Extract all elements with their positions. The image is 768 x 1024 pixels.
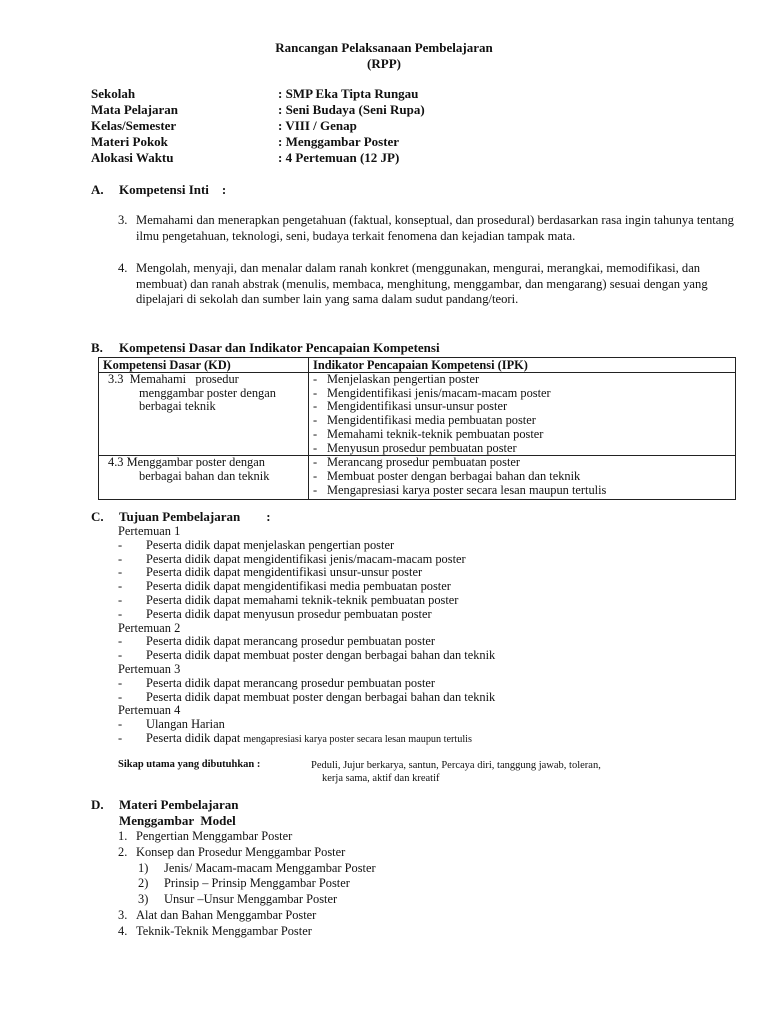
kd-cell <box>99 373 309 456</box>
dash-bullet: - <box>313 399 318 414</box>
kd-ipk-header-row <box>99 358 736 373</box>
list-item <box>118 594 495 608</box>
dash-bullet: - <box>118 537 123 552</box>
identity-value-materi: : Menggambar Poster <box>278 134 400 149</box>
list-item <box>313 442 731 456</box>
meeting-label: Pertemuan 2 <box>118 620 181 635</box>
materi-text: Pengertian Menggambar Poster <box>136 829 293 843</box>
tujuan-text: Peserta didik dapat <box>146 730 241 745</box>
kd-first-line: 3.3 Memahami prosedur <box>108 372 239 386</box>
identity-label-kelas: Kelas/Semester <box>91 118 177 133</box>
list-item <box>118 718 495 732</box>
list-item <box>118 892 376 908</box>
kd-line: menggambar poster dengan <box>139 385 276 400</box>
dash-bullet: - <box>118 717 123 732</box>
list-item <box>118 876 376 892</box>
dash-bullet: - <box>313 385 318 400</box>
tujuan-text: Peserta didik dapat membuat poster dengan berbagai bahan dan teknik <box>146 648 496 663</box>
document-title: Rancangan Pelaksanaan Pembelajaran <box>275 40 493 55</box>
tujuan-text: Peserta didik dapat menjelaskan pengertian poster <box>146 537 395 552</box>
dash-bullet: - <box>313 440 318 455</box>
list-item <box>313 387 731 401</box>
meeting-label: Pertemuan 3 <box>118 661 181 676</box>
materi-number: 4. <box>118 923 128 938</box>
ipk-text: Menjelaskan pengertian poster <box>327 372 480 386</box>
list-item <box>118 732 495 747</box>
tujuan-text: Peserta didik dapat mengidentifikasi unsur-unsur poster <box>146 565 423 580</box>
identity-value-mapel: : Seni Budaya (Seni Rupa) <box>278 102 425 117</box>
ipk-text: Mengidentifikasi media pembuatan poster <box>327 413 536 428</box>
dash-bullet: - <box>313 426 318 441</box>
kd-column-header: Kompetensi Dasar (KD) <box>99 358 309 373</box>
dash-bullet: - <box>118 551 123 566</box>
section-c-heading <box>91 509 271 525</box>
list-item <box>118 539 495 553</box>
meeting-label: Pertemuan 1 <box>118 524 181 538</box>
ipk-cell <box>309 373 736 456</box>
list-item <box>118 635 495 649</box>
ipk-text: Membuat poster dengan berbagai bahan dan teknik <box>327 468 581 483</box>
tujuan-text: Peserta didik dapat membuat poster dengan berbagai bahan dan teknik <box>146 689 496 704</box>
tujuan-text-small: mengapresiasi karya poster secara lesan maupun tertulis <box>243 733 472 745</box>
dash-bullet: - <box>313 413 318 428</box>
ipk-text: Menyusun prosedur pembuatan poster <box>327 440 517 455</box>
dash-bullet: - <box>118 592 123 607</box>
section-c-letter: C. <box>91 509 104 524</box>
materi-list <box>118 829 376 940</box>
section-d-subheading: Menggambar Model <box>119 813 236 828</box>
ipk-text: Mengapresiasi karya poster secara lesan maupun tertulis <box>327 482 607 497</box>
list-item <box>313 414 731 428</box>
materi-subnumber: 2) <box>138 876 149 891</box>
list-item <box>118 649 495 663</box>
tujuan-text: Peserta didik dapat merancang prosedur pembuatan poster <box>146 634 436 649</box>
list-item <box>118 691 495 705</box>
ipk-cell <box>309 456 736 500</box>
table-row <box>99 456 736 500</box>
dash-bullet: - <box>118 648 123 663</box>
list-item <box>118 608 495 622</box>
materi-text: Konsep dan Prosedur Menggambar Poster <box>136 844 346 859</box>
section-c-title: Tujuan Pembelajaran : <box>119 509 271 524</box>
list-item <box>118 829 376 845</box>
materi-subnumber: 3) <box>138 892 149 907</box>
identity-label-sekolah: Sekolah <box>91 86 136 101</box>
dash-bullet: - <box>118 606 123 621</box>
materi-subnumber: 1) <box>138 860 149 875</box>
list-item <box>313 484 731 498</box>
sikap-values <box>311 759 601 785</box>
materi-number: 3. <box>118 907 128 922</box>
list-item <box>313 470 731 484</box>
ki-item-4-text: Mengolah, menyaji, dan menalar dalam ranah konkret (menggunakan, mengurai, merangkai, memodifikasi, dan membuat) dan ranah abstrak (menulis, membaca, menghitung, menggambar, dan mengarang) sesuai dengan yang dipelajari di sekolah dan sumber lain yang sama dalam sudut pandang/teori. <box>136 261 708 306</box>
document-subtitle: (RPP) <box>367 56 401 71</box>
list-item <box>313 400 731 414</box>
dash-bullet: - <box>313 372 318 386</box>
tujuan-text: Ulangan Harian <box>146 717 225 732</box>
dash-bullet: - <box>313 482 318 497</box>
section-b-letter: B. <box>91 340 103 355</box>
list-item <box>313 428 731 442</box>
dash-bullet: - <box>118 634 123 649</box>
tujuan-text: Peserta didik dapat memahami teknik-teknik pembuatan poster <box>146 592 459 607</box>
section-a-title: Kompetensi Inti : <box>119 182 227 197</box>
identity-label-alokasi: Alokasi Waktu <box>91 150 174 165</box>
ipk-text: Merancang prosedur pembuatan poster <box>327 455 521 470</box>
dash-bullet: - <box>118 579 123 594</box>
ki-item-3-number: 3. <box>118 213 128 227</box>
section-d-title: Materi Pembelajaran <box>119 797 239 812</box>
list-item <box>118 677 495 691</box>
identity-value-kelas: : VIII / Genap <box>278 118 357 133</box>
tujuan-text: Peserta didik dapat mengidentifikasi media pembuatan poster <box>146 579 451 594</box>
ki-item-4-number: 4. <box>118 261 128 275</box>
tujuan-text: Peserta didik dapat merancang prosedur pembuatan poster <box>146 675 436 690</box>
section-a-letter: A. <box>91 182 104 197</box>
section-b-title: Kompetensi Dasar dan Indikator Pencapaian Kompetensi <box>119 340 440 355</box>
meeting-label: Pertemuan 4 <box>118 703 181 718</box>
list-item <box>118 908 376 924</box>
section-b-heading <box>91 340 440 356</box>
list-item <box>118 861 376 877</box>
materi-text: Jenis/ Macam-macam Menggambar Poster <box>164 860 376 875</box>
list-item <box>118 580 495 594</box>
dash-bullet: - <box>118 730 123 745</box>
dash-bullet: - <box>313 455 318 470</box>
list-item <box>313 456 731 470</box>
table-row <box>99 373 736 456</box>
materi-text: Unsur –Unsur Menggambar Poster <box>164 892 338 907</box>
identity-label-materi: Materi Pokok <box>91 134 168 149</box>
materi-text: Alat dan Bahan Menggambar Poster <box>136 907 317 922</box>
tujuan-text: Peserta didik dapat mengidentifikasi jenis/macam-macam poster <box>146 551 466 566</box>
kd-ipk-table <box>98 357 736 500</box>
ipk-text: Memahami teknik-teknik pembuatan poster <box>327 426 544 441</box>
kd-cell <box>99 456 309 500</box>
identity-value-alokasi: : 4 Pertemuan (12 JP) <box>278 150 400 165</box>
sikap-label: Sikap utama yang dibutuhkan : <box>118 759 261 770</box>
dash-bullet: - <box>118 675 123 690</box>
dash-bullet: - <box>118 565 123 580</box>
ipk-text: Mengidentifikasi unsur-unsur poster <box>327 399 508 414</box>
list-item <box>118 566 495 580</box>
ki-item-3-text: Memahami dan menerapkan pengetahuan (faktual, konseptual, dan prosedural) berdasarkan rasa ingin tahunya tentang ilmu pengetahuan, teknologi, seni, budaya terkait fenomena dan kejadian tampak mata. <box>136 213 734 243</box>
sikap-line: Peduli, Jujur berkarya, santun, Percaya diri, tanggung jawab, toleran, <box>311 760 601 771</box>
list-item <box>118 553 495 567</box>
dash-bullet: - <box>118 689 123 704</box>
section-d-heading <box>91 797 238 813</box>
kd-line: berbagai teknik <box>139 399 216 414</box>
kd-line: berbagai bahan dan teknik <box>139 468 270 483</box>
tujuan-text: Peserta didik dapat menyusun prosedur pembuatan poster <box>146 606 432 621</box>
ipk-column-header: Indikator Pencapaian Kompetensi (IPK) <box>309 358 736 373</box>
identity-label-mapel: Mata Pelajaran <box>91 102 179 117</box>
materi-text: Teknik-Teknik Menggambar Poster <box>136 923 312 938</box>
tujuan-list <box>118 525 495 747</box>
kd-first-line: 4.3 Menggambar poster dengan <box>108 455 265 470</box>
list-item <box>118 845 376 861</box>
materi-text: Prinsip – Prinsip Menggambar Poster <box>164 876 350 891</box>
section-d-letter: D. <box>91 797 104 812</box>
ipk-text: Mengidentifikasi jenis/macam-macam poster <box>327 385 551 400</box>
list-item <box>118 924 376 940</box>
materi-number: 2. <box>118 844 128 859</box>
dash-bullet: - <box>313 468 318 483</box>
identity-value-sekolah: : SMP Eka Tipta Rungau <box>278 86 419 101</box>
list-item <box>313 373 731 387</box>
sikap-line: kerja sama, aktif dan kreatif <box>322 773 440 784</box>
materi-number: 1. <box>118 829 128 843</box>
section-a-heading <box>91 182 226 198</box>
